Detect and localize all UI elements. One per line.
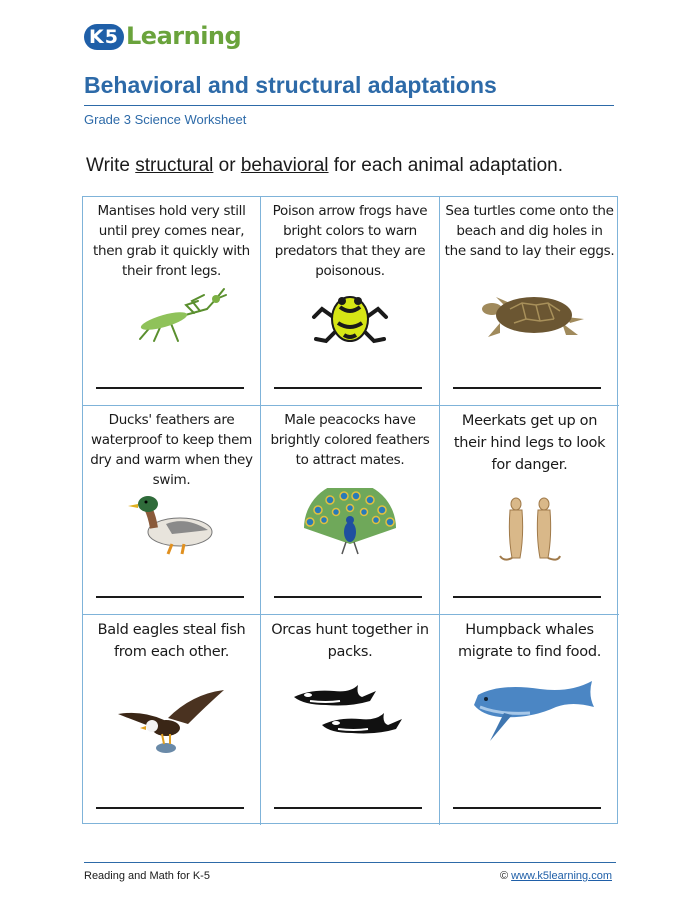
logo-wordmark: Learning (126, 22, 242, 50)
meerkat-icon (470, 496, 590, 566)
footer-website-link[interactable]: www.k5learning.com (511, 870, 612, 882)
instruction-suffix: for each animal adaptation. (328, 155, 564, 176)
answer-line[interactable] (96, 807, 244, 809)
instruction-middle: or (213, 155, 241, 176)
answer-line[interactable] (453, 596, 601, 598)
card-mantis (83, 197, 261, 406)
answer-line[interactable] (274, 596, 422, 598)
orca-icon (290, 677, 410, 747)
card-text: Humpback whales migrate to find food. (457, 622, 602, 660)
footer-tagline: Reading and Math for K-5 (84, 870, 210, 882)
turtle-icon (470, 279, 590, 349)
whale-icon (460, 675, 600, 755)
card-turtle (440, 197, 619, 406)
duck-icon (112, 488, 232, 558)
instruction-word-behavioral: behavioral (240, 155, 329, 176)
card-text: Poison arrow frogs have bright colors to warn predators that they are poisonous. (272, 203, 428, 279)
answer-line[interactable] (453, 807, 601, 809)
card-whale (440, 615, 619, 825)
card-eagle (83, 615, 261, 825)
card-text: Mantises hold very still until prey comes near, then grab it quickly with their front legs. (93, 203, 250, 279)
adaptation-grid (82, 196, 618, 824)
copyright-symbol: © (499, 870, 509, 882)
k5-learning-logo (84, 16, 242, 54)
answer-line[interactable] (274, 387, 422, 389)
page-title: Behavioral and structural adaptations (84, 72, 497, 98)
footer-divider (84, 862, 616, 863)
page-subtitle: Grade 3 Science Worksheet (84, 112, 247, 127)
footer-copyright (500, 870, 612, 882)
card-text: Male peacocks have brightly colored feathers to attract mates. (270, 412, 430, 468)
card-text: Meerkats get up on their hind legs to look for danger. (453, 413, 606, 473)
peacock-icon (290, 488, 410, 558)
answer-line[interactable] (453, 387, 601, 389)
card-text: Orcas hunt together in packs. (271, 622, 429, 660)
card-text: Ducks' feathers are waterproof to keep them dry and warm when they swim. (90, 412, 253, 488)
title-divider (84, 105, 614, 106)
answer-line[interactable] (96, 596, 244, 598)
instruction (86, 155, 563, 177)
instruction-word-structural: structural (135, 155, 214, 176)
card-duck (83, 406, 261, 615)
card-meerkat (440, 406, 619, 615)
card-orca (261, 615, 440, 825)
mantis-icon (112, 279, 232, 349)
card-peacock (261, 406, 440, 615)
frog-icon (290, 279, 410, 349)
logo-k5-badge: K5 (84, 24, 124, 50)
eagle-icon (112, 683, 232, 763)
card-text: Bald eagles steal fish from each other. (97, 622, 246, 660)
answer-line[interactable] (96, 387, 244, 389)
answer-line[interactable] (274, 807, 422, 809)
instruction-prefix: Write (86, 155, 136, 176)
card-frog (261, 197, 440, 406)
card-text: Sea turtles come onto the beach and dig holes in the sand to lay their eggs. (444, 203, 615, 259)
